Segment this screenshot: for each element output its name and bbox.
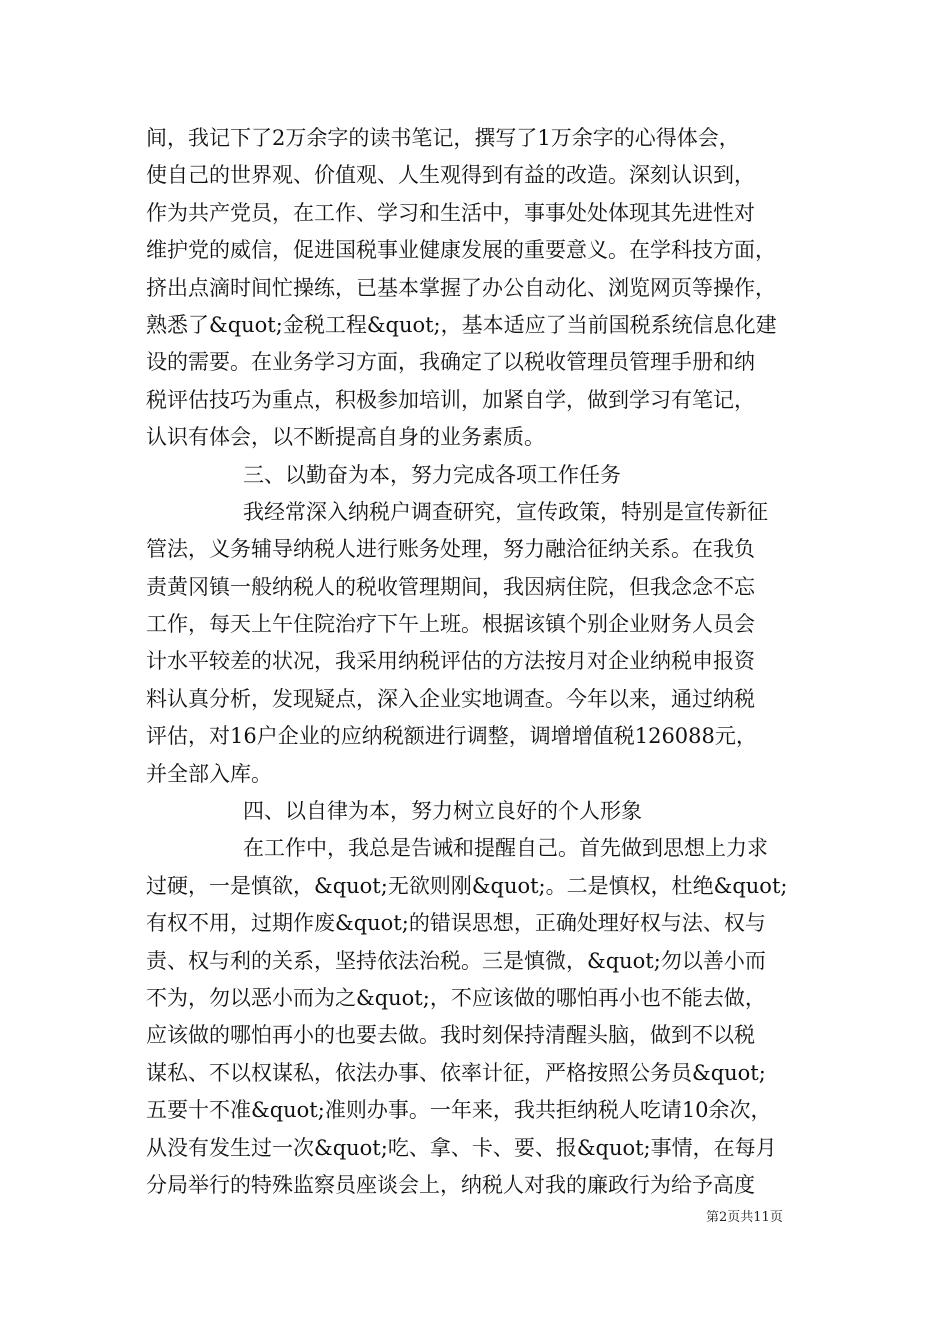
text-line: 过硬，一是慎欲，&quot;无欲则刚&quot;。二是慎权，杜绝&quot;: [146, 873, 788, 898]
text-line: 维护党的威信，促进国税事业健康发展的重要意义。在学科技方面，: [146, 238, 776, 263]
text-line: 并全部入库。: [146, 761, 272, 786]
text-line: 间，我记下了2万余字的读书笔记，撰写了1万余字的心得体会，: [146, 126, 740, 150]
text-line: 使自己的世界观、价值观、人生观得到有益的改造。深刻认识到，: [146, 163, 755, 188]
text-line: 熟悉了&quot;金税工程&quot;，基本适应了当前国税系统信息化建: [146, 312, 777, 337]
text-line: 料认真分析，发现疑点，深入企业实地调查。今年以来，通过纳税: [146, 686, 755, 711]
text-line: 从没有发生过一次&quot;吃、拿、卡、要、报&quot;事情，在每月: [146, 1135, 777, 1160]
text-line: 四、以自律为本，努力树立良好的个人形象: [243, 799, 642, 824]
text-line: 评估，对16户企业的应纳税额进行调整，调增增值税126088元，: [146, 724, 757, 749]
text-line: 在工作中，我总是告诫和提醒自己。首先做到思想上力求: [243, 836, 768, 861]
text-line: 工作，每天上午住院治疗下午上班。根据该镇个别企业财务人员会: [146, 612, 755, 637]
page-number-footer: 第2页共11页: [706, 1210, 783, 1225]
text-line: 挤出点滴时间忙操练，已基本掌握了办公自动化、浏览网页等操作，: [146, 275, 776, 300]
text-line: 谋私、不以权谋私，依法办事、依率计征，严格按照公务员&quot;: [146, 1060, 766, 1085]
text-line: 责黄冈镇一般纳税人的税收管理期间，我因病住院，但我念念不忘: [146, 574, 755, 599]
text-line: 管法，义务辅导纳税人进行账务处理，努力融洽征纳关系。在我负: [146, 537, 755, 562]
text-line: 五要十不准&quot;准则办事。一年来，我共拒纳税人吃请10余次，: [146, 1098, 772, 1123]
text-line: 税评估技巧为重点，积极参加培训，加紧自学，做到学习有笔记，: [146, 387, 755, 412]
text-line: 认识有体会，以不断提高自身的业务素质。: [146, 425, 545, 450]
text-line: 有权不用，过期作废&quot;的错误思想，正确处理好权与法、权与: [146, 911, 766, 936]
document-body: [146, 120, 816, 1204]
text-line: 作为共产党员，在工作、学习和生活中，事事处处体现其先进性对: [146, 200, 755, 225]
text-line: 计水平较差的状况，我采用纳税评估的方法按月对企业纳税申报资: [146, 649, 755, 674]
text-line: 我经常深入纳税户调查研究，宣传政策，特别是宣传新征: [243, 499, 768, 524]
text-line: 不为，勿以恶小而为之&quot;，不应该做的哪怕再小也不能去做，: [146, 985, 766, 1010]
text-line: 分局举行的特殊监察员座谈会上，纳税人对我的廉政行为给予高度: [146, 1172, 755, 1197]
text-line: 三、以勤奋为本，努力完成各项工作任务: [243, 462, 621, 487]
text-line: 应该做的哪怕再小的也要去做。我时刻保持清醒头脑，做到不以税: [146, 1023, 755, 1048]
text-line: 设的需要。在业务学习方面，我确定了以税收管理员管理手册和纳: [146, 350, 755, 375]
text-line: 责、权与利的关系，坚持依法治税。三是慎微，&quot;勿以善小而: [146, 948, 766, 973]
